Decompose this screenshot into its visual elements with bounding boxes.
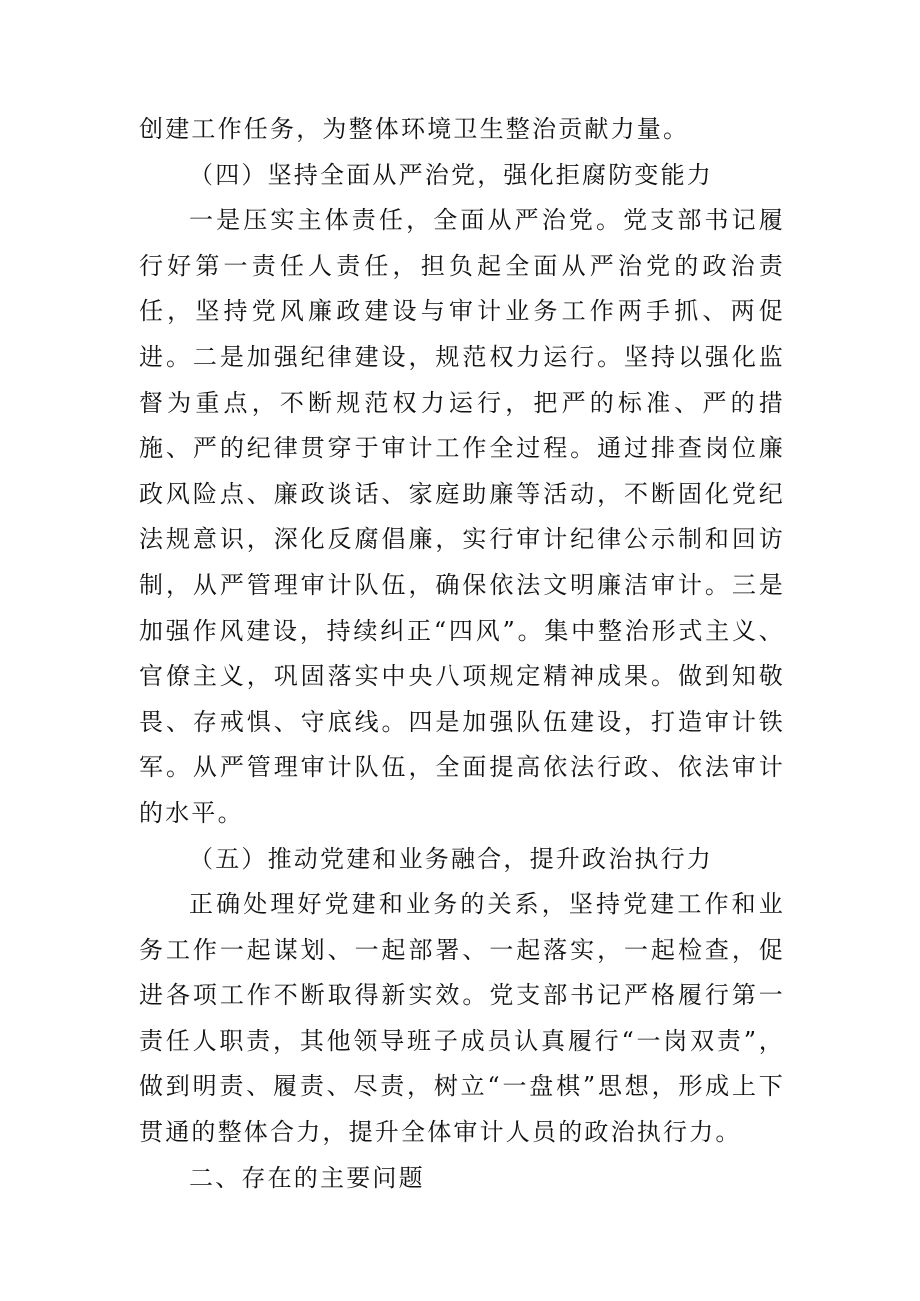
paragraph-continuation: 创建工作任务，为整体环境卫生整治贡献力量。	[139, 115, 690, 143]
chapter-heading-problems: 二、存在的主要问题	[189, 1163, 425, 1192]
paragraph-integration: 正确处理好党建和业务的关系，坚持党建工作和业务工作一起谋划、一起部署、一起落实，一起检查，促进各项工作不断取得新实效。党支部书记严格履行第一责任人职责，其他领导班子成员认真履行“一岗双责”，做到明责、履责、尽责，树立“一盘棋”思想，形成上下贯通的整体合力，提升全体审计人员的政治执行力。	[139, 890, 785, 1147]
section-heading-five: （五）推动党建和业务融合，提升政治执行力	[189, 844, 713, 873]
document-body	[139, 107, 785, 1201]
paragraph-party-discipline: 一是压实主体责任，全面从严治党。党支部书记履行好第一责任人责任，担负起全面从严治党的政治责任，坚持党风廉政建设与审计业务工作两手抓、两促进。二是加强纪律建设，规范权力运行。坚持以强化监督为重点，不断规范权力运行，把严的标准、严的措施、严的纪律贯穿于审计工作全过程。通过排查岗位廉政风险点、廉政谈话、家庭助廉等活动，不断固化党纪法规意识，深化反腐倡廉，实行审计纪律公示制和回访制，从严管理审计队伍，确保依法文明廉洁审计。三是加强作风建设，持续纠正“四风”。集中整治形式主义、官僚主义，巩固落实中央八项规定精神成果。做到知敬畏、存戒惧、守底线。四是加强队伍建设，打造审计铁军。从严管理审计队伍，全面提高依法行政、依法审计的水平。	[139, 206, 785, 827]
section-heading-four: （四）坚持全面从严治党，强化拒腐防变能力	[189, 160, 713, 189]
